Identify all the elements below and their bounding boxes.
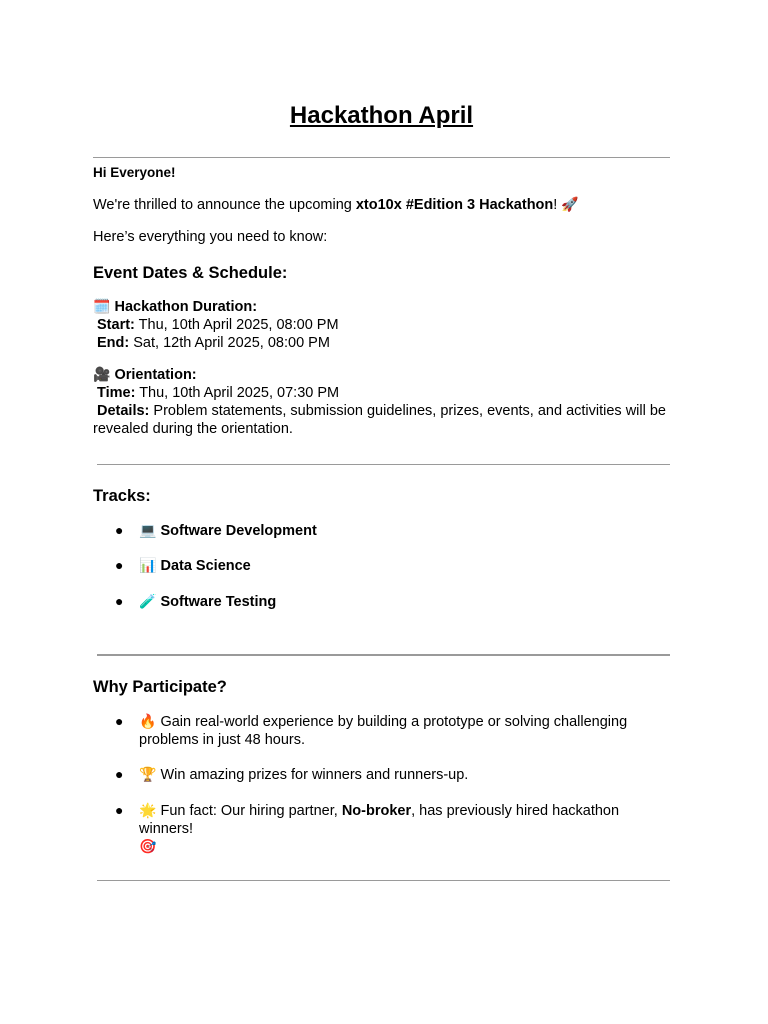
start-value: Thu, 10th April 2025, 08:00 PM [134, 317, 339, 333]
track-item [139, 522, 674, 540]
reason-text: Fun fact: Our hiring partner, [156, 803, 342, 819]
reason-text: Gain real-world experience by building a prototype or solving challenging [156, 714, 628, 730]
reason-item [139, 766, 674, 784]
greeting: Hi Everyone! [93, 165, 176, 180]
track-label: Software Development [160, 523, 317, 539]
duration-title: Hackathon Duration: [114, 299, 258, 315]
track-item [139, 557, 674, 575]
bullet: ● [115, 766, 124, 782]
bullet: ● [115, 593, 124, 609]
reason-item [139, 802, 674, 856]
end-label: End: [97, 335, 130, 351]
track-item [139, 593, 674, 611]
page-title: Hackathon April [289, 102, 474, 129]
schedule-heading: Event Dates & Schedule: [93, 264, 288, 282]
details-label: Details: [97, 403, 150, 419]
divider [97, 464, 670, 465]
details-text: Problem statements, submission guidelines, prizes, events, and activities will be [149, 403, 666, 419]
reason-text-2: problems in just 48 hours. [139, 732, 306, 748]
target-icon: 🎯 [139, 839, 157, 855]
bar-chart-icon: 📊 [139, 558, 157, 574]
bullet: ● [115, 713, 124, 729]
intro-prefix: We're thrilled to announce the upcoming [93, 197, 356, 213]
reason-text: Win amazing prizes for winners and runners-up. [156, 767, 469, 783]
know-line: Here’s everything you need to know: [93, 229, 328, 245]
orientation-title: Orientation: [114, 367, 197, 383]
end-line [97, 334, 330, 352]
bullet: ● [115, 522, 124, 538]
trophy-icon: 🏆 [139, 767, 157, 783]
event-name: xto10x #Edition 3 Hackathon [355, 197, 554, 213]
details-line-2: revealed during the orientation. [93, 421, 293, 437]
intro-paragraph [93, 196, 579, 214]
track-label: Software Testing [160, 594, 277, 610]
time-label: Time: [97, 385, 136, 401]
reason-item [139, 713, 674, 749]
rocket-icon: 🚀 [561, 197, 579, 213]
reason-suffix: , has previously hired hackathon winners! [139, 803, 620, 837]
duration-label [93, 298, 257, 316]
track-label: Data Science [160, 558, 251, 574]
time-line [97, 384, 339, 402]
bullet: ● [115, 802, 124, 818]
tracks-heading: Tracks: [93, 487, 151, 505]
fire-icon: 🔥 [139, 714, 157, 730]
bullet: ● [115, 557, 124, 573]
start-line [97, 316, 339, 334]
divider [97, 880, 670, 881]
video-camera-icon: 🎥 [93, 367, 111, 383]
star-icon: 🌟 [139, 803, 157, 819]
end-value: Sat, 12th April 2025, 08:00 PM [129, 335, 330, 351]
intro-suffix: ! [553, 197, 562, 213]
test-tube-icon: 🧪 [139, 594, 157, 610]
divider [93, 157, 670, 158]
divider [97, 654, 670, 656]
partner-name: No-broker [341, 803, 412, 819]
calendar-icon: 🗓️ [93, 299, 111, 315]
orientation-label [93, 366, 197, 384]
laptop-icon: 💻 [139, 523, 157, 539]
time-value: Thu, 10th April 2025, 07:30 PM [135, 385, 340, 401]
start-label: Start: [97, 317, 135, 333]
why-heading: Why Participate? [93, 678, 227, 696]
details-line [97, 402, 666, 420]
